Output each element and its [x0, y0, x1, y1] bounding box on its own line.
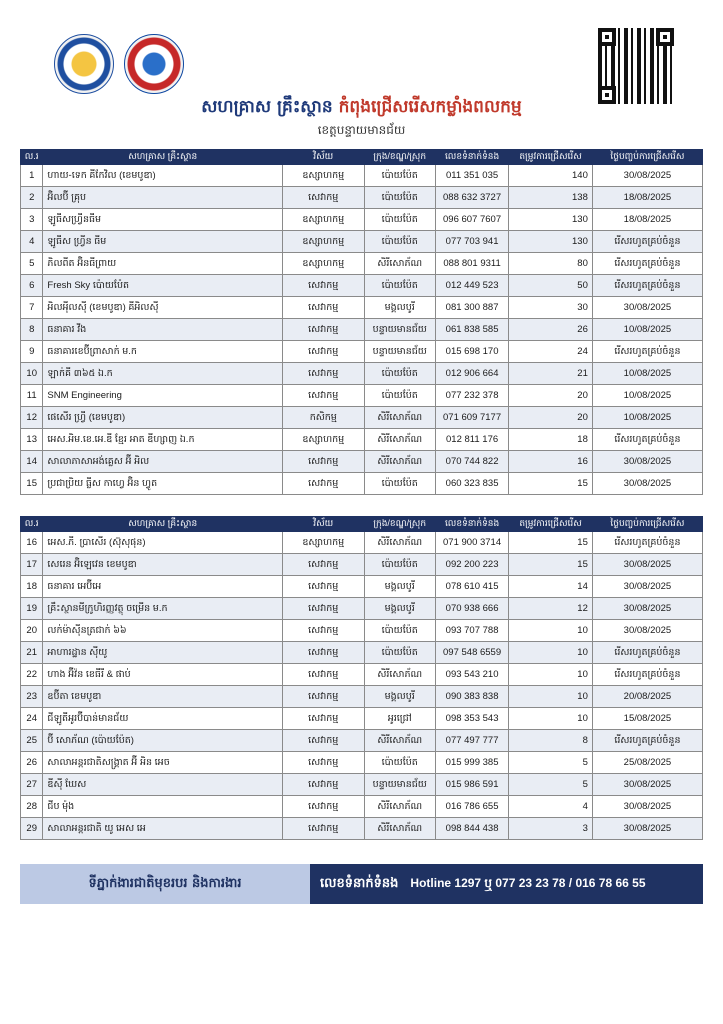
deadline: 30/08/2025 [592, 818, 702, 840]
table-header-row [21, 150, 703, 165]
row-number: 5 [21, 253, 43, 275]
deadline: 30/08/2025 [592, 576, 702, 598]
table-row [21, 774, 703, 796]
table-row [21, 429, 703, 451]
phone-number: 088 801 9311 [435, 253, 508, 275]
district: សិរីសោភ័ណ [364, 730, 435, 752]
sector: កសិកម្ម [282, 407, 364, 429]
footer-contact [310, 864, 703, 904]
positions-needed: 138 [509, 187, 593, 209]
positions-needed: 18 [509, 429, 593, 451]
table-row [21, 796, 703, 818]
phone-number: 088 632 3727 [435, 187, 508, 209]
deadline: 18/08/2025 [592, 209, 702, 231]
deadline: រើសរហូតគ្រប់ចំនួន [592, 429, 702, 451]
positions-needed: 12 [509, 598, 593, 620]
column-header: ល.រ [21, 517, 43, 532]
positions-needed: 16 [509, 451, 593, 473]
enterprise-name: សាលាអន្តរជាតិ យូ អេស អេ [43, 818, 283, 840]
sector: សេវាកម្ម [282, 796, 364, 818]
sector: សេវាកម្ម [282, 363, 364, 385]
enterprise-name: ធនាគារ អេប៊ីអេ [43, 576, 283, 598]
page-title [0, 96, 723, 121]
positions-needed: 5 [509, 752, 593, 774]
row-number: 14 [21, 451, 43, 473]
phone-number: 090 383 838 [435, 686, 508, 708]
deadline: 18/08/2025 [592, 187, 702, 209]
deadline: 10/08/2025 [592, 407, 702, 429]
phone-number: 011 351 035 [435, 165, 508, 187]
district: បន្ទាយមានជ័យ [364, 341, 435, 363]
phone-number: 061 838 585 [435, 319, 508, 341]
table-row [21, 407, 703, 429]
sector: សេវាកម្ម [282, 451, 364, 473]
deadline: 15/08/2025 [592, 708, 702, 730]
row-number: 3 [21, 209, 43, 231]
row-number: 27 [21, 774, 43, 796]
partner-logo [124, 34, 184, 94]
district: សិរីសោភ័ណ [364, 407, 435, 429]
footer-agency-name: ទីភ្នាក់ងារជាតិមុខរបរ និងការងារ [20, 864, 310, 904]
table-row [21, 686, 703, 708]
enterprise-name: អ៊ិលប៊ី គ្រុប [43, 187, 283, 209]
column-header: ថ្ងៃបញ្ចប់ការជ្រើសរើស [592, 517, 702, 532]
district: ប៉ោយប៉ែត [364, 554, 435, 576]
enterprise-name: ប្រជាប្រិយ ធ្លីស កាហ្វេ អ៊ិន ហ្វូត [43, 473, 283, 495]
row-number: 22 [21, 664, 43, 686]
table-row [21, 532, 703, 554]
table-row [21, 451, 703, 473]
district: សិរីសោភ័ណ [364, 818, 435, 840]
enterprise-name: Fresh Sky ប៉ោយប៉ែត [43, 275, 283, 297]
district: សិរីសោភ័ណ [364, 451, 435, 473]
deadline: 20/08/2025 [592, 686, 702, 708]
deadline: 10/08/2025 [592, 363, 702, 385]
phone-number: 015 986 591 [435, 774, 508, 796]
district: សិរីសោភ័ណ [364, 429, 435, 451]
positions-needed: 10 [509, 686, 593, 708]
row-number: 21 [21, 642, 43, 664]
district: ប៉ោយប៉ែត [364, 363, 435, 385]
positions-needed: 140 [509, 165, 593, 187]
sector: សេវាកម្ម [282, 774, 364, 796]
enterprise-name: ភិលពីត អ៊ិនធីព្រាយ [43, 253, 283, 275]
table-row [21, 385, 703, 407]
jobs-table-1 [20, 149, 703, 495]
row-number: 25 [21, 730, 43, 752]
column-header: វិស័យ [282, 150, 364, 165]
positions-needed: 15 [509, 532, 593, 554]
district: មង្គលបូរី [364, 576, 435, 598]
column-header: តម្រូវការជ្រើសរើស [509, 517, 593, 532]
enterprise-name: លក់ម៉ាស៊ីនត្រជាក់ ៦៦ [43, 620, 283, 642]
positions-needed: 15 [509, 554, 593, 576]
enterprise-name: អេស.ភី. ប្រាសេីរ (ស៊ុសុផុន) [43, 532, 283, 554]
row-number: 16 [21, 532, 43, 554]
table-row [21, 818, 703, 840]
district: សិរីសោភ័ណ [364, 664, 435, 686]
sector: សេវាកម្ម [282, 385, 364, 407]
enterprise-name: សាលាអន្តរជាតិសង្គ្រាត អ៊ី អិន អេច [43, 752, 283, 774]
deadline: 30/08/2025 [592, 796, 702, 818]
sector: សេវាកម្ម [282, 620, 364, 642]
deadline: 30/08/2025 [592, 774, 702, 796]
district: សិរីសោភ័ណ [364, 796, 435, 818]
table-row [21, 708, 703, 730]
enterprise-name: អេស.អិម.ខេ.អេ.ឌី ខ្មែរ អាត ឌីហ្សាញ ឯ.ក [43, 429, 283, 451]
enterprise-name: គ្រឹះស្ថានមីក្រូហិរញ្ញវត្ថុ ចម្រើន ម.ក [43, 598, 283, 620]
sector: ឧស្សាហកម្ម [282, 253, 364, 275]
row-number: 11 [21, 385, 43, 407]
table-row [21, 297, 703, 319]
deadline: រើសរហូតគ្រប់ចំនួន [592, 532, 702, 554]
enterprise-name: ជីឡូតីអូរប៊ីបាន់មានជ័យ [43, 708, 283, 730]
deadline: រើសរហូតគ្រប់ចំនួន [592, 341, 702, 363]
district: ប៉ោយប៉ែត [364, 642, 435, 664]
district: បន្ទាយមានជ័យ [364, 319, 435, 341]
row-number: 10 [21, 363, 43, 385]
sector: សេវាកម្ម [282, 319, 364, 341]
title-recruiting: កំពុងជ្រើសរើសកម្លាំងពលកម្ម [338, 97, 522, 117]
enterprise-name: ជីប ម៉ុង [43, 796, 283, 818]
row-number: 26 [21, 752, 43, 774]
district: ប៉ោយប៉ែត [364, 620, 435, 642]
table-row [21, 275, 703, 297]
positions-needed: 3 [509, 818, 593, 840]
sector: សេវាកម្ម [282, 598, 364, 620]
row-number: 12 [21, 407, 43, 429]
district: ប៉ោយប៉ែត [364, 385, 435, 407]
deadline: រើសរហូតគ្រប់ចំនួន [592, 253, 702, 275]
enterprise-name: អាហារដ្ឋាន ស៊ីយូ [43, 642, 283, 664]
row-number: 7 [21, 297, 43, 319]
table-row [21, 730, 703, 752]
jobs-table-2 [20, 516, 703, 840]
row-number: 18 [21, 576, 43, 598]
positions-needed: 20 [509, 407, 593, 429]
sector: សេវាកម្ម [282, 576, 364, 598]
row-number: 8 [21, 319, 43, 341]
district: មង្គលបូរី [364, 598, 435, 620]
table-row [21, 554, 703, 576]
enterprise-name: ផេសើរ ហ្វ្រី (ខេមបូឌា) [43, 407, 283, 429]
row-number: 9 [21, 341, 43, 363]
deadline: 25/08/2025 [592, 752, 702, 774]
district: ប៉ោយប៉ែត [364, 752, 435, 774]
sector: សេវាកម្ម [282, 275, 364, 297]
positions-needed: 130 [509, 231, 593, 253]
sector: សេវាកម្ម [282, 473, 364, 495]
enterprise-name: សាលាភាសាអង់គ្លេស អ៊ី អិល [43, 451, 283, 473]
row-number: 17 [21, 554, 43, 576]
deadline: រើសរហូតគ្រប់ចំនួន [592, 231, 702, 253]
row-number: 29 [21, 818, 43, 840]
row-number: 20 [21, 620, 43, 642]
sector: សេវាកម្ម [282, 708, 364, 730]
phone-number: 097 548 6559 [435, 642, 508, 664]
sector: សេវាកម្ម [282, 341, 364, 363]
column-header: លេខទំនាក់ទំនង [435, 517, 508, 532]
deadline: រើសរហូតគ្រប់ចំនួន [592, 730, 702, 752]
enterprise-name: SNM Engineering [43, 385, 283, 407]
hotline-text: Hotline 1297 ឬ 077 23 23 78 / 016 78 66 55 [410, 876, 646, 890]
positions-needed: 20 [509, 385, 593, 407]
positions-needed: 5 [509, 774, 593, 796]
enterprise-name: សេរេន អ៊ិឡេវេន ខេមបូឌា [43, 554, 283, 576]
column-header: ក្រុង/ខណ្ឌ/ស្រុក [364, 150, 435, 165]
sector: ឧស្សាហកម្ម [282, 231, 364, 253]
column-header: ល.រ [21, 150, 43, 165]
phone-number: 012 906 664 [435, 363, 508, 385]
sector: ឧស្សាហកម្ម [282, 209, 364, 231]
qr-code [596, 26, 676, 106]
positions-needed: 15 [509, 473, 593, 495]
sector: សេវាកម្ម [282, 752, 364, 774]
column-header: លេខទំនាក់ទំនង [435, 150, 508, 165]
positions-needed: 80 [509, 253, 593, 275]
phone-number: 077 497 777 [435, 730, 508, 752]
phone-number: 077 703 941 [435, 231, 508, 253]
district: បន្ទាយមានជ័យ [364, 774, 435, 796]
district: មង្គលបូរី [364, 686, 435, 708]
phone-number: 012 449 523 [435, 275, 508, 297]
phone-number: 078 610 415 [435, 576, 508, 598]
sector: ឧស្សាហកម្ម [282, 532, 364, 554]
deadline: រើសរហូតគ្រប់ចំនួន [592, 664, 702, 686]
table-row [21, 664, 703, 686]
district: ប៉ោយប៉ែត [364, 231, 435, 253]
enterprise-name: ប៊ី សោភ័ណ (ប៉ោយប៉ែត) [43, 730, 283, 752]
table-row [21, 319, 703, 341]
column-header: ថ្ងៃបញ្ចប់ការជ្រើសរើស [592, 150, 702, 165]
sector: សេវាកម្ម [282, 730, 364, 752]
table-row [21, 253, 703, 275]
table-row [21, 341, 703, 363]
phone-number: 070 744 822 [435, 451, 508, 473]
table-row [21, 187, 703, 209]
deadline: រើសរហូតគ្រប់ចំនួន [592, 275, 702, 297]
sector: សេវាកម្ម [282, 554, 364, 576]
phone-number: 012 811 176 [435, 429, 508, 451]
table-row [21, 363, 703, 385]
enterprise-name: ឡូធីសហ្វ្រីនធីម [43, 209, 283, 231]
deadline: 30/08/2025 [592, 554, 702, 576]
row-number: 1 [21, 165, 43, 187]
column-header: វិស័យ [282, 517, 364, 532]
positions-needed: 30 [509, 297, 593, 319]
table-row [21, 231, 703, 253]
positions-needed: 10 [509, 708, 593, 730]
row-number: 19 [21, 598, 43, 620]
sector: សេវាកម្ម [282, 297, 364, 319]
deadline: 30/08/2025 [592, 297, 702, 319]
district: ប៉ោយប៉ែត [364, 209, 435, 231]
sector: សេវាកម្ម [282, 664, 364, 686]
title-enterprises: សហគ្រាស គ្រឹះស្ថាន [201, 97, 333, 117]
enterprise-name: ហាង អ៊ីវ៉ន ខេធីរី & ផាប់ [43, 664, 283, 686]
phone-number: 015 698 170 [435, 341, 508, 363]
positions-needed: 8 [509, 730, 593, 752]
province-subtitle: ខេត្តបន្ទាយមានជ័យ [317, 123, 406, 137]
enterprise-name: ឡាក់គី ៣៦៥ ឯ.ក [43, 363, 283, 385]
row-number: 28 [21, 796, 43, 818]
row-number: 4 [21, 231, 43, 253]
table-row [21, 473, 703, 495]
sector: សេវាកម្ម [282, 686, 364, 708]
positions-needed: 10 [509, 620, 593, 642]
enterprise-name: អិលអុីលស៊ី (ខេមបូឌា) គីអិលស៊ី [43, 297, 283, 319]
district: សិរីសោភ័ណ [364, 253, 435, 275]
phone-number: 093 543 210 [435, 664, 508, 686]
phone-number: 092 200 223 [435, 554, 508, 576]
district: ប៉ោយប៉ែត [364, 473, 435, 495]
column-header: សហគ្រាស គ្រឹះស្ថាន [43, 517, 283, 532]
phone-number: 015 999 385 [435, 752, 508, 774]
phone-number: 060 323 835 [435, 473, 508, 495]
table-row [21, 620, 703, 642]
footer-banner [20, 864, 703, 904]
column-header: តម្រូវការជ្រើសរើស [509, 150, 593, 165]
phone-number: 096 607 7607 [435, 209, 508, 231]
table-row [21, 165, 703, 187]
phone-number: 077 232 378 [435, 385, 508, 407]
deadline: 30/08/2025 [592, 620, 702, 642]
sector: សេវាកម្ម [282, 187, 364, 209]
row-number: 23 [21, 686, 43, 708]
column-header: ក្រុង/ខណ្ឌ/ស្រុក [364, 517, 435, 532]
positions-needed: 50 [509, 275, 593, 297]
table-row [21, 752, 703, 774]
row-number: 6 [21, 275, 43, 297]
row-number: 15 [21, 473, 43, 495]
table-row [21, 576, 703, 598]
column-header: សហគ្រាស គ្រឹះស្ថាន [43, 150, 283, 165]
district: អូរជ្រៅ [364, 708, 435, 730]
phone-number: 016 786 655 [435, 796, 508, 818]
deadline: 30/08/2025 [592, 451, 702, 473]
enterprise-name: ឧប៊ីតា ខេមបូឌា [43, 686, 283, 708]
positions-needed: 14 [509, 576, 593, 598]
enterprise-name: ធនាគារខេប៊ីព្រាសាក់ ម.ក [43, 341, 283, 363]
enterprise-name: ឌីស៊ី ឃែស [43, 774, 283, 796]
phone-number: 093 707 788 [435, 620, 508, 642]
positions-needed: 10 [509, 664, 593, 686]
phone-number: 098 353 543 [435, 708, 508, 730]
positions-needed: 26 [509, 319, 593, 341]
phone-number: 070 938 666 [435, 598, 508, 620]
district: មង្គលបូរី [364, 297, 435, 319]
positions-needed: 10 [509, 642, 593, 664]
sector: សេវាកម្ម [282, 818, 364, 840]
agency-logo [54, 34, 114, 94]
sector: សេវាកម្ម [282, 642, 364, 664]
table-row [21, 598, 703, 620]
phone-number: 081 300 887 [435, 297, 508, 319]
table-header-row [21, 517, 703, 532]
sector: ឧស្សាហកម្ម [282, 429, 364, 451]
table-row [21, 209, 703, 231]
sector: ឧស្សាហកម្ម [282, 165, 364, 187]
deadline: 30/08/2025 [592, 598, 702, 620]
positions-needed: 21 [509, 363, 593, 385]
row-number: 24 [21, 708, 43, 730]
positions-needed: 130 [509, 209, 593, 231]
deadline: 10/08/2025 [592, 385, 702, 407]
deadline: រើសរហូតគ្រប់ចំនួន [592, 642, 702, 664]
enterprise-name: ឡូធីស ហ្វ្រីន ធីម [43, 231, 283, 253]
phone-number: 098 844 438 [435, 818, 508, 840]
district: ប៉ោយប៉ែត [364, 165, 435, 187]
contact-label: លេខទំនាក់ទំនង [320, 875, 399, 891]
deadline: 30/08/2025 [592, 165, 702, 187]
phone-number: 071 609 7177 [435, 407, 508, 429]
enterprise-name: ហាយ-ទេក គីកែវិល (ខេមបូឌា) [43, 165, 283, 187]
positions-needed: 4 [509, 796, 593, 818]
positions-needed: 24 [509, 341, 593, 363]
phone-number: 071 900 3714 [435, 532, 508, 554]
district: ប៉ោយប៉ែត [364, 187, 435, 209]
deadline: 30/08/2025 [592, 473, 702, 495]
district: សិរីសោភ័ណ [364, 532, 435, 554]
enterprise-name: ធនាគារ វីង [43, 319, 283, 341]
row-number: 13 [21, 429, 43, 451]
row-number: 2 [21, 187, 43, 209]
district: ប៉ោយប៉ែត [364, 275, 435, 297]
table-row [21, 642, 703, 664]
deadline: 10/08/2025 [592, 319, 702, 341]
